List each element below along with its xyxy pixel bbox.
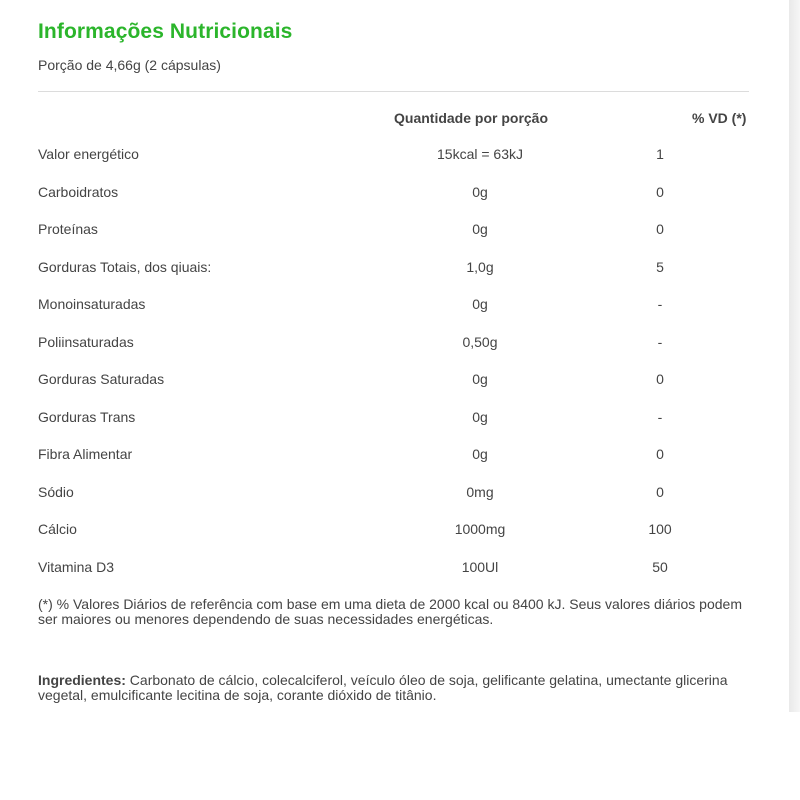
nutrient-name: Gorduras Totais, dos qiuais: bbox=[38, 258, 212, 275]
nutrient-vd: - bbox=[657, 296, 663, 312]
table-row bbox=[0, 212, 790, 250]
nutrient-name: Gorduras Saturadas bbox=[38, 371, 165, 387]
panel-edge-shadow bbox=[789, 0, 800, 712]
nutrient-name: Poliinsaturadas bbox=[38, 333, 134, 350]
nutrient-quantity: 0g bbox=[472, 183, 488, 200]
nutrient-name: Gorduras Trans bbox=[38, 408, 136, 425]
ingredients-label: Ingredientes: bbox=[38, 672, 126, 688]
ingredients-text: Carbonato de cálcio, colecalciferol, veículo óleo de soja, gelificante gelatina, umectante glicerina vegetal, emulcificante lecitina de soja, corante dióxido de titânio. bbox=[38, 672, 728, 703]
table-row bbox=[0, 250, 790, 288]
nutrient-quantity: 0g bbox=[472, 371, 488, 387]
nutrient-name: Carboidratos bbox=[38, 183, 119, 200]
table-row bbox=[0, 475, 790, 513]
serving-size: Porção de 4,66g (2 cápsulas) bbox=[38, 57, 221, 73]
nutrient-name: Valor energético bbox=[38, 146, 139, 162]
nutrient-name: Cálcio bbox=[38, 521, 77, 537]
nutrient-name: Monoinsaturadas bbox=[38, 296, 146, 312]
nutrient-vd: 5 bbox=[656, 258, 664, 275]
nutrient-vd: 1 bbox=[656, 146, 664, 162]
nutrient-vd: 0 bbox=[656, 483, 664, 500]
footnote: (*) % Valores Diários de referência com base em uma dieta de 2000 kcal ou 8400 kJ. Seus valores diários podem ser maiores ou menores dependendo de suas necessidades energéticas. bbox=[38, 596, 742, 627]
nutrient-quantity: 15kcal = 63kJ bbox=[437, 146, 523, 162]
table-row bbox=[0, 175, 790, 213]
nutrient-vd: 100 bbox=[648, 521, 672, 537]
column-header-vd: % VD (*) bbox=[692, 110, 747, 126]
nutrient-vd: 0 bbox=[656, 371, 664, 387]
nutrient-quantity: 0g bbox=[472, 408, 488, 425]
table-row bbox=[0, 550, 790, 588]
nutrient-name: Vitamina D3 bbox=[38, 558, 115, 575]
nutrition-table bbox=[0, 137, 790, 587]
table-row bbox=[0, 325, 790, 363]
table-row bbox=[0, 287, 790, 325]
ingredients bbox=[38, 673, 758, 703]
nutrient-vd: 0 bbox=[656, 183, 664, 200]
nutrient-vd: 0 bbox=[656, 221, 664, 237]
table-row bbox=[0, 437, 790, 475]
nutrient-name: Sódio bbox=[38, 483, 74, 500]
nutrient-name: Fibra Alimentar bbox=[38, 446, 133, 462]
nutrient-vd: 50 bbox=[652, 558, 668, 575]
table-row bbox=[0, 362, 790, 400]
table-row bbox=[0, 400, 790, 438]
nutrient-quantity: 0,50g bbox=[462, 333, 498, 350]
nutrient-quantity: 0g bbox=[472, 221, 488, 237]
header-divider bbox=[38, 91, 749, 92]
table-row bbox=[0, 137, 790, 175]
nutrient-vd: - bbox=[657, 408, 663, 425]
nutrient-quantity: 0mg bbox=[466, 483, 494, 500]
nutrient-vd: - bbox=[657, 333, 663, 350]
nutrient-quantity: 100Ul bbox=[461, 558, 499, 575]
table-row bbox=[0, 512, 790, 550]
nutrient-vd: 0 bbox=[656, 446, 664, 462]
nutrient-quantity: 1000mg bbox=[454, 521, 506, 537]
nutrient-quantity: 0g bbox=[472, 296, 488, 312]
page-title: Informações Nutricionais bbox=[38, 20, 293, 43]
nutrient-quantity: 0g bbox=[472, 446, 488, 462]
nutrient-name: Proteínas bbox=[38, 221, 98, 237]
nutrient-quantity: 1,0g bbox=[466, 258, 494, 275]
column-header-quantity: Quantidade por porção bbox=[394, 110, 549, 126]
